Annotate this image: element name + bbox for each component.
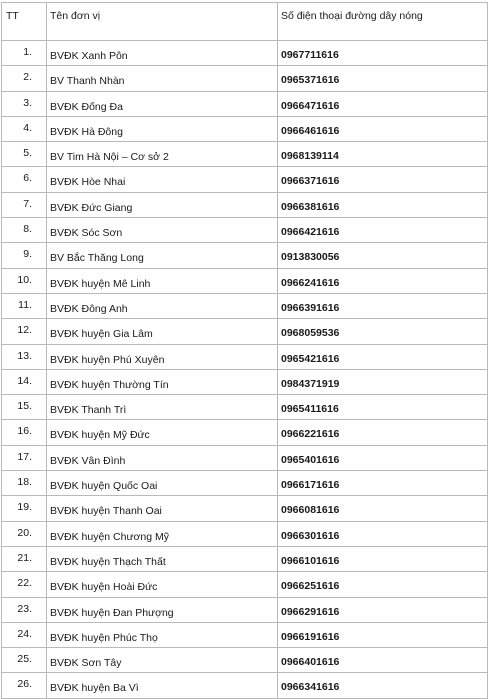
unit-name: BVĐK huyện Phúc Thọ	[47, 622, 278, 647]
unit-name: BVĐK huyện Gia Lâm	[47, 319, 278, 344]
unit-name: BVĐK Xanh Pôn	[47, 41, 278, 66]
row-number: 15.	[2, 395, 47, 420]
unit-name: BVĐK huyện Mê Linh	[47, 268, 278, 293]
row-number: 9.	[2, 243, 47, 268]
hotline-phone: 0966381616	[278, 192, 488, 217]
table-header	[2, 3, 488, 41]
header-hotline-phone: Số điện thoại đường dây nóng	[278, 3, 488, 41]
hotline-phone: 0966471616	[278, 91, 488, 116]
table-body	[2, 41, 488, 699]
unit-name: BVĐK huyện Mỹ Đức	[47, 420, 278, 445]
unit-name: BV Thanh Nhàn	[47, 66, 278, 91]
hotline-phone: 0966371616	[278, 167, 488, 192]
unit-name: BVĐK Vân Đình	[47, 445, 278, 470]
row-number: 7.	[2, 192, 47, 217]
row-number: 17.	[2, 445, 47, 470]
hotline-phone: 0966081616	[278, 496, 488, 521]
row-number: 24.	[2, 622, 47, 647]
hotline-phone: 0965401616	[278, 445, 488, 470]
table-row	[2, 521, 488, 546]
table-row	[2, 192, 488, 217]
row-number: 6.	[2, 167, 47, 192]
row-number: 26.	[2, 673, 47, 698]
hotline-phone: 0966421616	[278, 218, 488, 243]
table-row	[2, 268, 488, 293]
table-row	[2, 496, 488, 521]
table-row	[2, 622, 488, 647]
header-row	[2, 3, 488, 41]
unit-name: BVĐK huyện Phú Xuyên	[47, 344, 278, 369]
hotline-phone: 0968059536	[278, 319, 488, 344]
unit-name: BVĐK Hòe Nhai	[47, 167, 278, 192]
table-row	[2, 673, 488, 698]
hotline-phone: 0966401616	[278, 648, 488, 673]
hotline-phone: 0967711616	[278, 41, 488, 66]
unit-name: BVĐK Đống Đa	[47, 91, 278, 116]
table-row	[2, 218, 488, 243]
hotline-phone: 0966171616	[278, 471, 488, 496]
row-number: 4.	[2, 116, 47, 141]
row-number: 25.	[2, 648, 47, 673]
row-number: 20.	[2, 521, 47, 546]
header-tt: TT	[2, 3, 47, 41]
table-row	[2, 243, 488, 268]
unit-name: BV Tim Hà Nội – Cơ sở 2	[47, 142, 278, 167]
unit-name: BVĐK huyện Chương Mỹ	[47, 521, 278, 546]
unit-name: BVĐK huyện Thường Tín	[47, 369, 278, 394]
table-row	[2, 319, 488, 344]
hotline-table	[1, 2, 488, 699]
row-number: 21.	[2, 546, 47, 571]
row-number: 14.	[2, 369, 47, 394]
row-number: 3.	[2, 91, 47, 116]
hotline-phone: 0913830056	[278, 243, 488, 268]
hotline-phone: 0965421616	[278, 344, 488, 369]
hotline-phone: 0966101616	[278, 546, 488, 571]
hotline-phone: 0965411616	[278, 395, 488, 420]
table-row	[2, 395, 488, 420]
table-row	[2, 648, 488, 673]
table-row	[2, 546, 488, 571]
hotline-phone: 0966241616	[278, 268, 488, 293]
unit-name: BVĐK Đông Anh	[47, 293, 278, 318]
table-row	[2, 116, 488, 141]
hotline-phone: 0966301616	[278, 521, 488, 546]
unit-name: BVĐK huyện Thạch Thất	[47, 546, 278, 571]
unit-name: BVĐK Sơn Tây	[47, 648, 278, 673]
row-number: 2.	[2, 66, 47, 91]
table-row	[2, 41, 488, 66]
row-number: 8.	[2, 218, 47, 243]
row-number: 19.	[2, 496, 47, 521]
unit-name: BVĐK Hà Đông	[47, 116, 278, 141]
unit-name: BVĐK Thanh Trì	[47, 395, 278, 420]
table-row	[2, 142, 488, 167]
table-row	[2, 344, 488, 369]
row-number: 22.	[2, 572, 47, 597]
row-number: 12.	[2, 319, 47, 344]
table-row	[2, 167, 488, 192]
table-row	[2, 293, 488, 318]
unit-name: BVĐK huyện Hoài Đức	[47, 572, 278, 597]
hotline-phone: 0965371616	[278, 66, 488, 91]
hotline-phone: 0966461616	[278, 116, 488, 141]
row-number: 23.	[2, 597, 47, 622]
table-row	[2, 66, 488, 91]
unit-name: BVĐK huyện Quốc Oai	[47, 471, 278, 496]
row-number: 5.	[2, 142, 47, 167]
hotline-phone: 0984371919	[278, 369, 488, 394]
row-number: 18.	[2, 471, 47, 496]
hotline-phone: 0966191616	[278, 622, 488, 647]
table-row	[2, 597, 488, 622]
unit-name: BVĐK huyện Đan Phượng	[47, 597, 278, 622]
hotline-phone: 0966251616	[278, 572, 488, 597]
table-row	[2, 572, 488, 597]
table-row	[2, 420, 488, 445]
unit-name: BVĐK huyện Ba Vì	[47, 673, 278, 698]
hotline-phone: 0968139114	[278, 142, 488, 167]
header-unit-name: Tên đơn vị	[47, 3, 278, 41]
row-number: 16.	[2, 420, 47, 445]
hotline-phone: 0966221616	[278, 420, 488, 445]
row-number: 11.	[2, 293, 47, 318]
unit-name: BVĐK huyện Thanh Oai	[47, 496, 278, 521]
unit-name: BV Bắc Thăng Long	[47, 243, 278, 268]
row-number: 13.	[2, 344, 47, 369]
table-row	[2, 369, 488, 394]
unit-name: BVĐK Đức Giang	[47, 192, 278, 217]
unit-name: BVĐK Sóc Sơn	[47, 218, 278, 243]
hotline-phone: 0966391616	[278, 293, 488, 318]
table-row	[2, 445, 488, 470]
row-number: 1.	[2, 41, 47, 66]
row-number: 10.	[2, 268, 47, 293]
table-row	[2, 91, 488, 116]
table-row	[2, 471, 488, 496]
hotline-phone: 0966341616	[278, 673, 488, 698]
hotline-phone: 0966291616	[278, 597, 488, 622]
